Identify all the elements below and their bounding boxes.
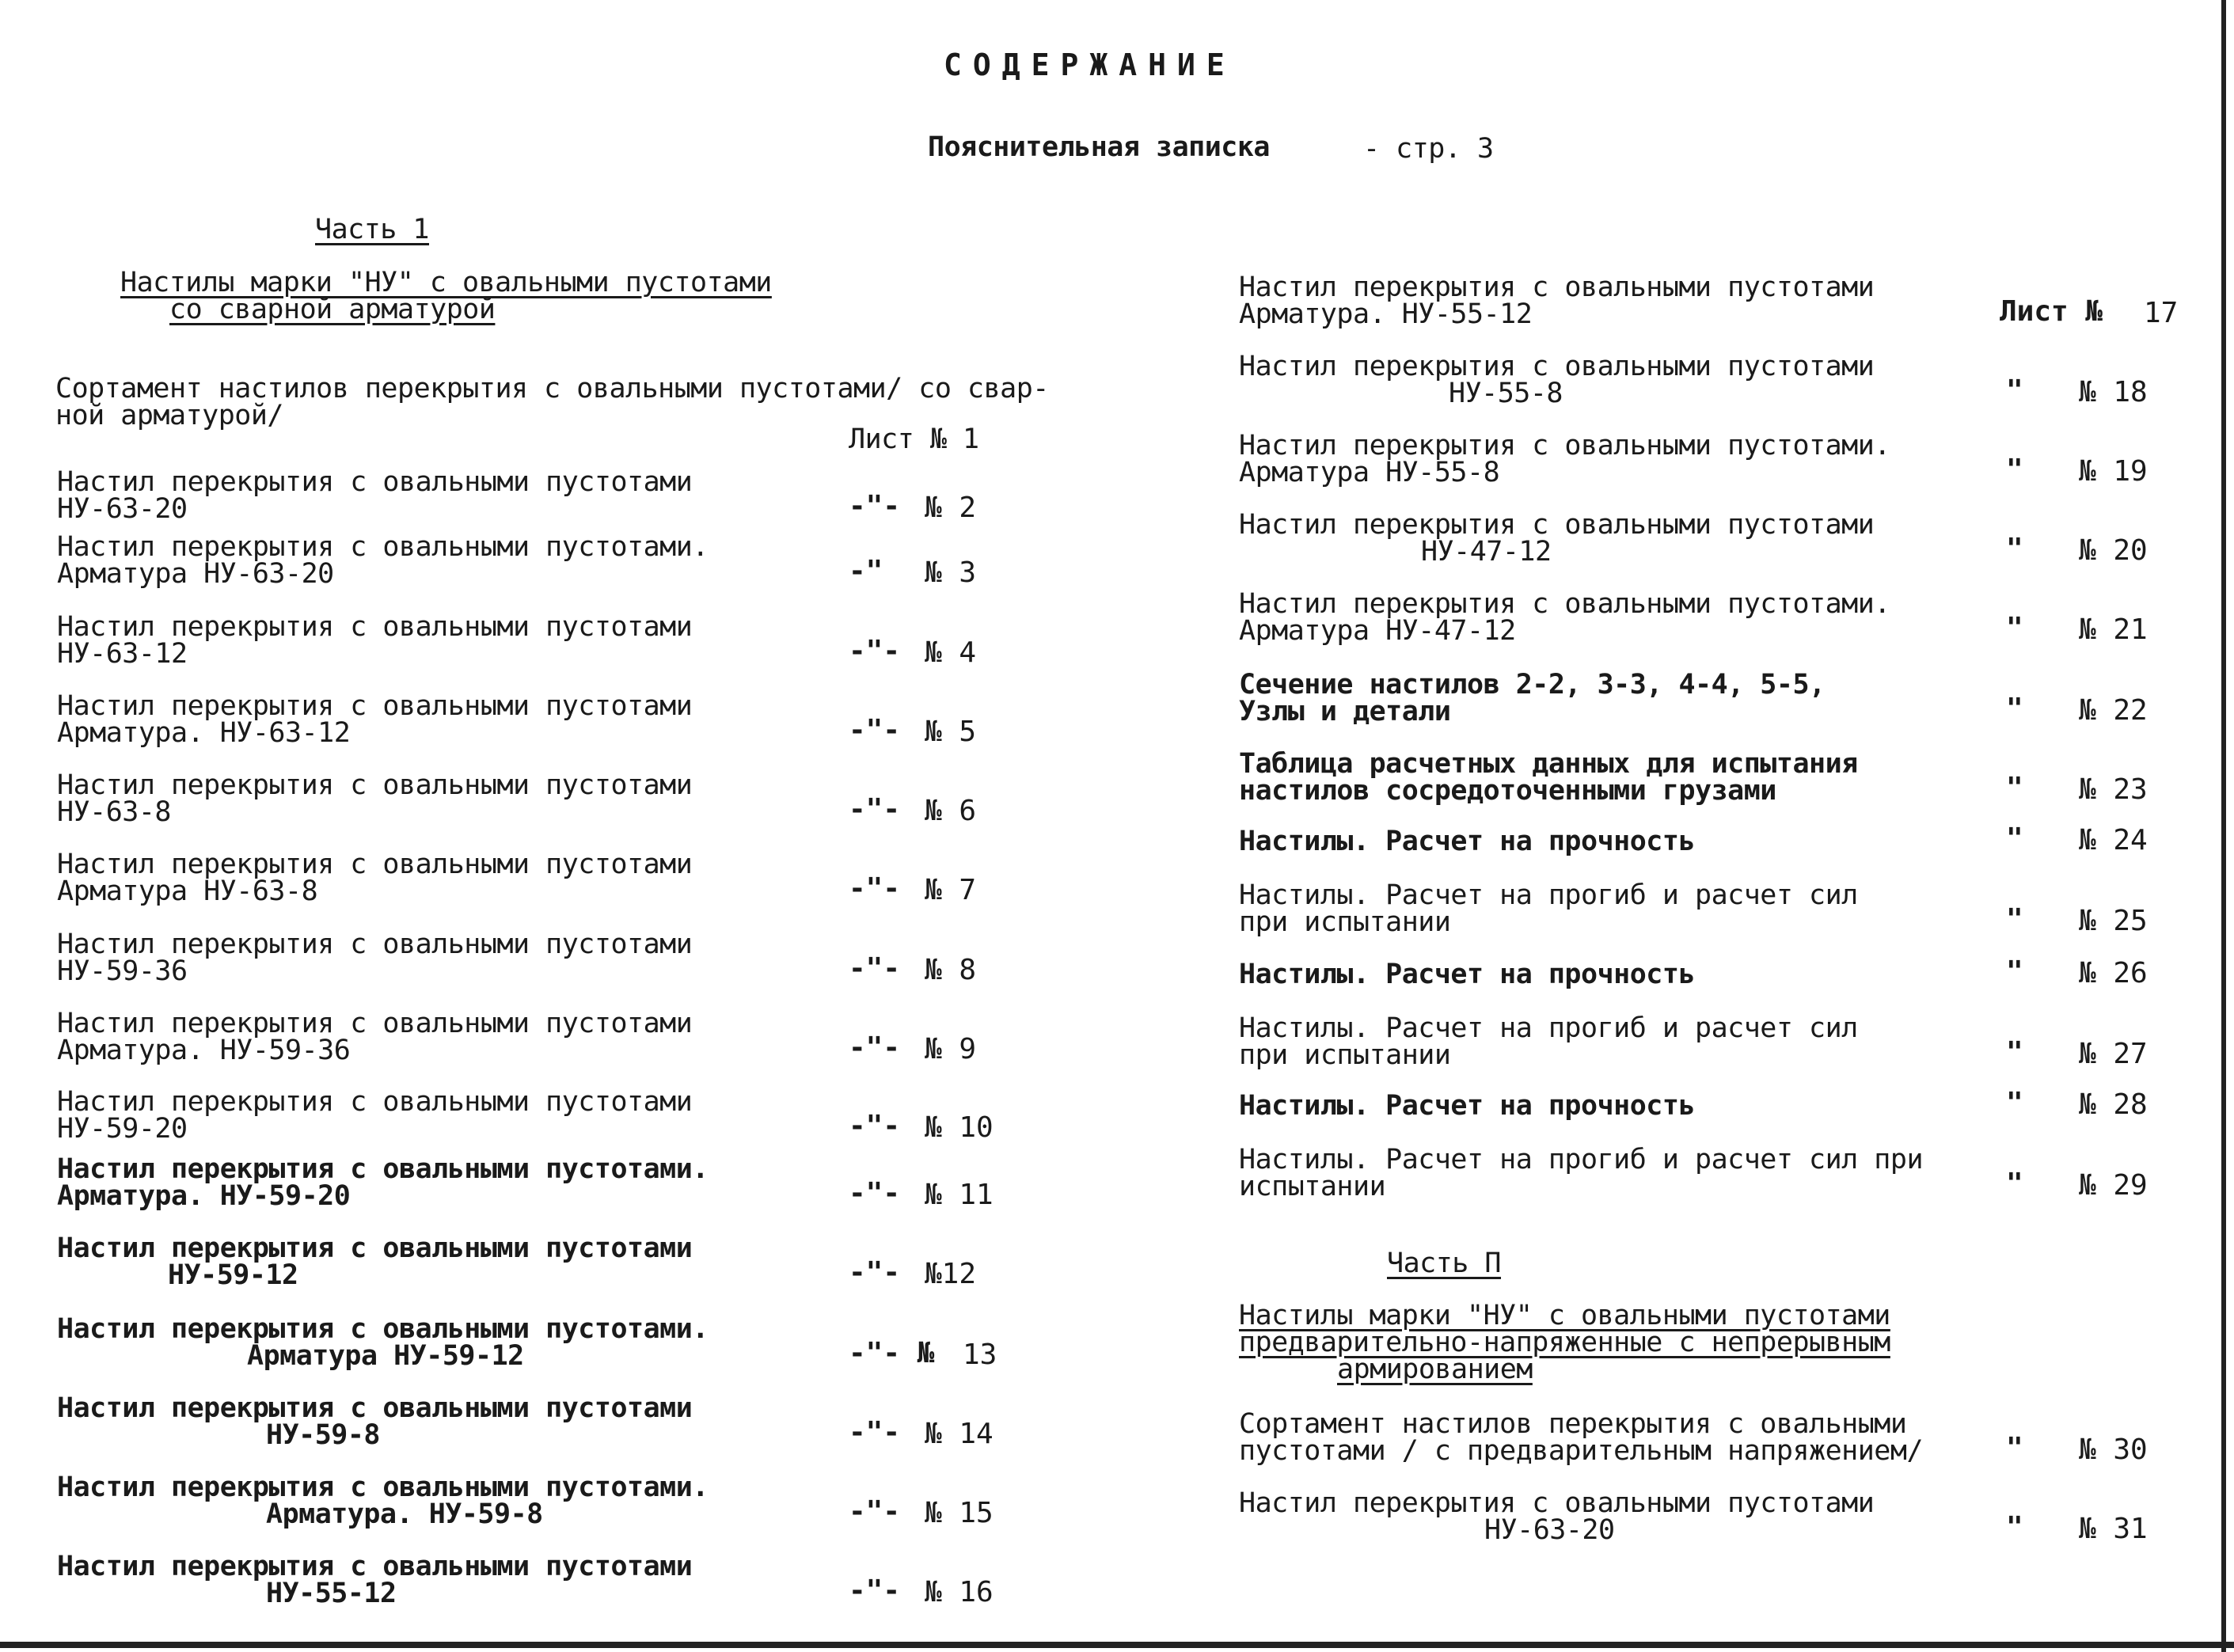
toc-ref-mark: -"- (849, 1416, 901, 1449)
toc-entry-line: Настил перекрытия с овальными пустотами (1239, 509, 1875, 541)
toc-entry-line: НУ-55-8 (1449, 378, 1563, 409)
toc-entry-line: Настил перекрытия с овальными пустотами. (1239, 430, 1890, 461)
toc-entry-line: Арматура НУ-47-12 (1239, 615, 1516, 647)
toc-sheet-number: № 26 (2079, 957, 2148, 989)
toc-ref-mark: -"- № (849, 1337, 935, 1369)
toc-entry-line: Арматура. НУ-59-36 (57, 1035, 351, 1066)
toc-entry-line: Настил перекрытия с овальными пустотами (57, 769, 693, 801)
toc-entry (1239, 274, 1874, 328)
toc-entry-line: Настил перекрытия с овальными пустотами (57, 1392, 693, 1424)
toc-entry (57, 690, 693, 749)
toc-sheet-number: № 14 (925, 1418, 994, 1450)
toc-sheet-number: № 23 (2079, 773, 2148, 806)
toc-entry (1239, 671, 1826, 725)
toc-sheet-number: № 4 (925, 636, 977, 669)
toc-entry-line: Настилы. Расчет на прогиб и расчет сил при (1239, 1144, 1924, 1175)
toc-entry-line: Арматура НУ-63-8 (57, 875, 318, 907)
toc-sheet-number: 17 (2144, 297, 2179, 329)
toc-sheet-number: № 30 (2079, 1434, 2148, 1466)
toc-entry (1239, 748, 1858, 807)
toc-entry (57, 1010, 692, 1064)
toc-entry (1239, 353, 1874, 407)
heading-line: армированием (1337, 1354, 1533, 1385)
heading-line: Настилы марки "НУ" с овальными пустотами (120, 267, 772, 298)
toc-entry (57, 769, 693, 828)
toc-sheet-number: № 29 (2079, 1169, 2148, 1202)
toc-sheet-number: № 25 (2079, 905, 2148, 937)
heading-line: Настилы марки "НУ" с овальными пустотами (1239, 1300, 1890, 1331)
toc-sheet-number: № 5 (925, 716, 977, 748)
toc-entry-line: настилов сосредоточенными грузами (1239, 775, 1776, 807)
toc-ref-mark: " (2006, 533, 2023, 565)
toc-ref-mark: " (2006, 1087, 2023, 1119)
toc-sheet-number: № 6 (925, 795, 977, 827)
toc-entry-line: при испытании (1239, 906, 1451, 938)
toc-entry-line: НУ-59-8 (266, 1419, 381, 1451)
toc-entry (1239, 1146, 1923, 1200)
toc-entry-line: Настил перекрытия с овальными пустотами (57, 611, 693, 643)
toc-entry-line: Настил перекрытия с овальными пустотами (57, 1008, 693, 1039)
page-border-right (2221, 0, 2226, 1652)
toc-sheet-number: № 18 (2079, 376, 2148, 408)
toc-entry (57, 1313, 709, 1372)
toc-entry (57, 1153, 709, 1212)
toc-entry-line: Настил перекрытия с овальными пустотами (57, 1551, 693, 1582)
toc-entry (57, 1553, 692, 1607)
toc-sheet-number: № 15 (925, 1497, 994, 1529)
toc-entry (1239, 828, 1695, 855)
toc-ref-mark: " (2006, 822, 2023, 855)
toc-entry (1239, 879, 1858, 938)
toc-ref-mark: -"- (849, 1574, 901, 1607)
toc-sheet-number: № 3 (925, 556, 977, 589)
toc-entry (1239, 1487, 1875, 1546)
toc-ref-mark: -"- (849, 635, 901, 667)
toc-entry (57, 931, 692, 985)
intro-sheet-ref: Лист № 1 (849, 423, 979, 455)
part-1-label: Часть 1 (315, 214, 430, 245)
part-1-heading (120, 269, 772, 323)
heading-line: предварительно-напряженные с непрерывным (1239, 1327, 1890, 1358)
toc-entry-line: Таблица расчетных данных для испытания (1239, 748, 1858, 780)
explanatory-note-label: Пояснительная записка (928, 131, 1271, 163)
toc-ref-mark: " (2006, 693, 2023, 725)
toc-ref-mark: " (2006, 955, 2023, 988)
toc-sheet-number: № 28 (2079, 1088, 2148, 1121)
toc-entry-line: Арматура. НУ-63-12 (57, 717, 351, 749)
toc-ref-mark: " (2006, 454, 2023, 486)
toc-sheet-number: №12 (925, 1258, 977, 1290)
toc-sheet-number: № 11 (925, 1179, 994, 1211)
toc-entry-line: Настил перекрытия с овальными пустотами (57, 849, 693, 880)
toc-entry-line: НУ-63-8 (57, 796, 172, 828)
toc-sheet-number: № 27 (2079, 1038, 2148, 1070)
toc-ref-mark: -"- (849, 952, 901, 985)
toc-entry-line: Настил перекрытия с овальными пустотами. (57, 1153, 709, 1185)
toc-sheet-number: № 8 (925, 954, 977, 986)
toc-entry-line: Арматура. НУ-55-12 (1239, 298, 1533, 330)
toc-ref-mark: -"- (849, 1495, 901, 1528)
toc-entry-line: НУ-55-12 (266, 1578, 397, 1609)
toc-entry-line: Настил перекрытия с овальными пустотами (1239, 272, 1875, 303)
toc-entry (57, 1474, 709, 1528)
toc-entry (1239, 1090, 1696, 1122)
toc-entry-line: НУ-59-36 (57, 955, 188, 987)
toc-entry-line: НУ-59-12 (168, 1259, 298, 1291)
toc-sheet-number: № 20 (2079, 534, 2148, 567)
page-border-bottom (0, 1642, 2234, 1648)
toc-entry-line: Настил перекрытия с овальными пустотами (1239, 351, 1875, 382)
toc-entry (1239, 432, 1890, 486)
toc-ref-mark: " (2006, 1432, 2023, 1464)
toc-entry-line: испытании (1239, 1171, 1386, 1202)
toc-entry-line: Настилы. Расчет на прочность (1239, 1090, 1696, 1122)
toc-entry-line: Настил перекрытия с овальными пустотами. (1239, 588, 1890, 620)
toc-sheet-number: № 31 (2079, 1513, 2148, 1545)
toc-ref-mark: -" (849, 555, 883, 587)
page-title: СОДЕРЖАНИЕ (944, 47, 1236, 82)
toc-ref-mark: " (2006, 374, 2023, 407)
toc-ref-mark: " (2006, 612, 2023, 644)
toc-entry-line: НУ-63-20 (1484, 1514, 1615, 1546)
toc-entry (57, 1392, 693, 1451)
toc-entry (1239, 961, 1695, 988)
toc-entry-line: Настилы. Расчет на прогиб и расчет сил (1239, 1012, 1858, 1044)
toc-ref-mark: " (2006, 1168, 2023, 1200)
toc-entry-line: Настил перекрытия с овальными пустотами. (57, 1472, 709, 1503)
toc-entry-line: НУ-63-20 (57, 493, 188, 525)
toc-entry (1239, 588, 1890, 647)
heading-line: со сварной арматурой (169, 294, 496, 325)
explanatory-note-page: - стр. 3 (1363, 133, 1494, 165)
toc-entry-line: Сечение настилов 2-2, 3-3, 4-4, 5-5, (1239, 669, 1826, 701)
toc-entry-line: Узлы и детали (1239, 696, 1451, 727)
toc-entry-line: Арматура. НУ-59-8 (266, 1498, 543, 1530)
toc-entry-line: Настил перекрытия с овальными пустотами. (57, 1313, 709, 1345)
toc-sheet-number: № 10 (925, 1111, 994, 1144)
toc-entry-line: Настил перекрытия с овальными пустотами (57, 690, 693, 722)
toc-sheet-number: № 16 (925, 1576, 994, 1608)
toc-sheet-number: 13 (963, 1339, 997, 1371)
toc-ref-mark: -"- (849, 1256, 901, 1289)
toc-entry-line: НУ-47-12 (1421, 536, 1552, 568)
toc-sheet-number: № 9 (925, 1033, 977, 1065)
toc-entry-line: Арматура НУ-59-12 (247, 1340, 524, 1372)
toc-entry-line: Настил перекрытия с овальными пустотами (57, 466, 693, 498)
toc-sheet-number: № 24 (2079, 824, 2148, 856)
part-2-heading (1239, 1302, 1890, 1383)
toc-entry-line: при испытании (1239, 1039, 1451, 1071)
toc-entry-line: Настилы. Расчет на прочность (1239, 959, 1696, 990)
toc-ref-mark: -"- (849, 1031, 901, 1064)
toc-ref-mark: -"- (849, 490, 901, 522)
toc-ref-mark: " (2006, 772, 2023, 804)
toc-entry-line: Настил перекрытия с овальными пустотами (57, 1232, 693, 1264)
toc-sheet-number: № 21 (2079, 613, 2148, 646)
intro-line: ной арматурой/ (55, 400, 284, 431)
toc-sheet-number: № 22 (2079, 694, 2148, 727)
toc-entry-line: Настилы. Расчет на прогиб и расчет сил (1239, 879, 1858, 911)
toc-entry (57, 531, 709, 590)
toc-ref-mark: -"- (849, 1110, 901, 1142)
toc-entry-line: Настил перекрытия с овальными пустотами (57, 929, 693, 960)
toc-entry-line: НУ-63-12 (57, 638, 188, 670)
toc-entry-line: Арматура. НУ-59-20 (57, 1180, 351, 1212)
toc-entry-line: Настил перекрытия с овальными пустотами. (57, 531, 709, 563)
toc-entry (57, 1232, 693, 1291)
toc-entry-line: Настил перекрытия с овальными пустотами (1239, 1487, 1875, 1519)
toc-entry (57, 1086, 693, 1145)
toc-ref-mark: " (2006, 1511, 2023, 1544)
toc-entry (1239, 1408, 1924, 1467)
toc-entry (1239, 1012, 1858, 1071)
toc-sheet-number: № 19 (2079, 455, 2148, 488)
toc-entry-line: пустотами / с предварительным напряжением/ (1239, 1435, 1924, 1467)
toc-entry-line: Арматура НУ-55-8 (1239, 457, 1500, 488)
toc-entry-line: НУ-59-20 (57, 1113, 188, 1145)
toc-ref-mark: -"- (849, 1177, 901, 1210)
toc-entry-line: Настилы. Расчет на прочность (1239, 826, 1696, 857)
toc-sheet-number: № 2 (925, 492, 977, 524)
toc-entry-line: Арматура НУ-63-20 (57, 558, 334, 590)
toc-sheet-number: № 7 (925, 874, 977, 906)
toc-entry (1239, 509, 1875, 568)
toc-ref-mark: " (2006, 1036, 2023, 1069)
toc-entry (57, 611, 693, 670)
toc-entry-line: Настил перекрытия с овальными пустотами (57, 1086, 693, 1118)
toc-ref-mark: Лист № (2000, 295, 2103, 328)
toc-ref-mark: -"- (849, 793, 901, 826)
toc-ref-mark: -"- (849, 872, 901, 905)
toc-entry (57, 466, 693, 525)
toc-ref-mark: -"- (849, 714, 901, 746)
toc-entry-line: Сортамент настилов перекрытия с овальными (1239, 1408, 1907, 1440)
part-2-label: Часть П (1387, 1248, 1502, 1279)
intro-line: Сортамент настилов перекрытия с овальными пустотами/ со свар- (55, 373, 1049, 404)
toc-entry (57, 851, 692, 905)
assortment-intro (55, 375, 1049, 429)
toc-ref-mark: " (2006, 903, 2023, 936)
